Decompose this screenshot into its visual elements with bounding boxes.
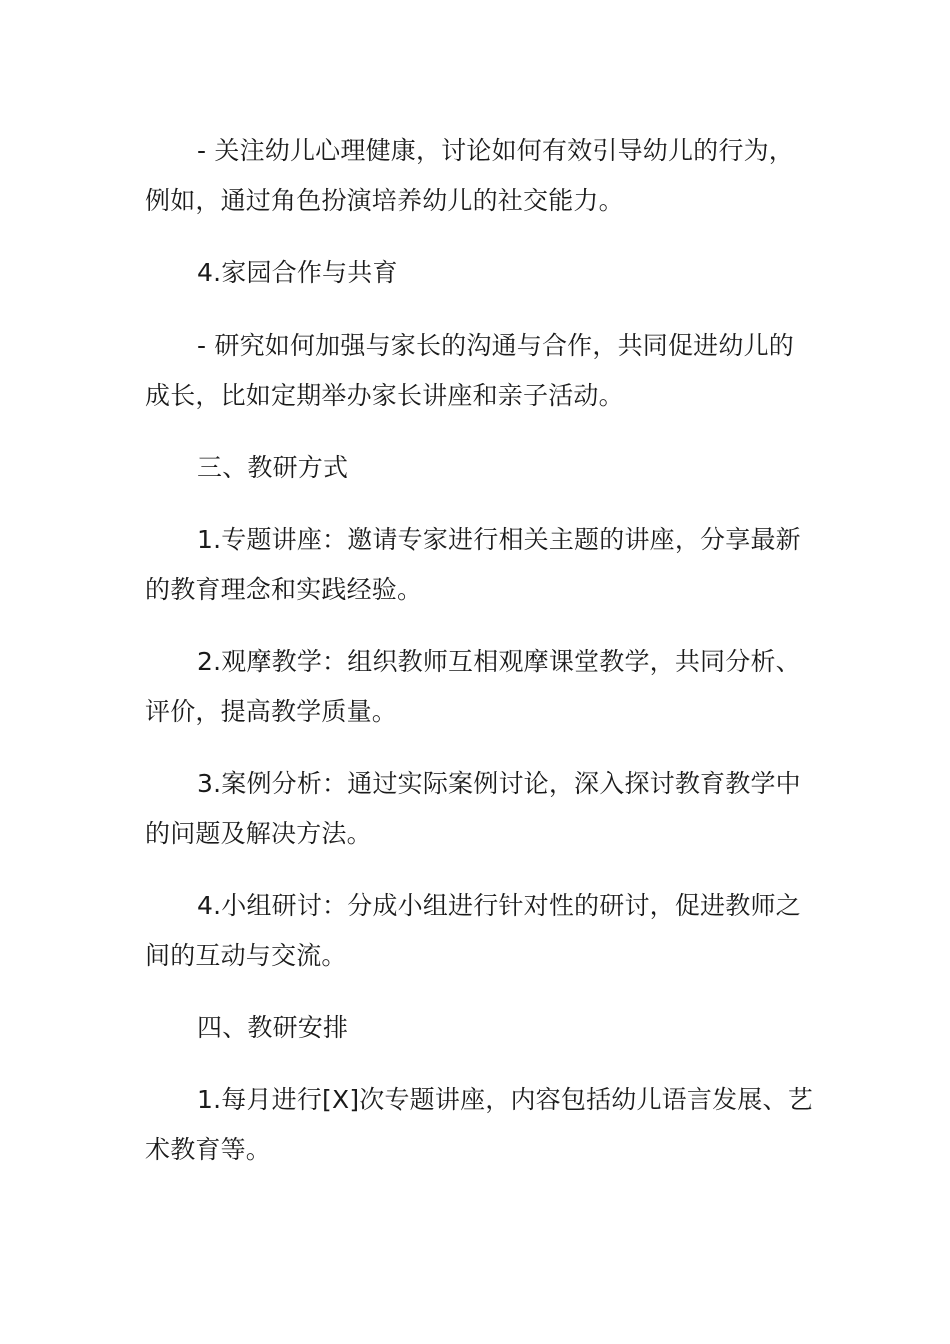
paragraph-parent-communication: - 研究如何加强与家长的沟通与合作，共同促进幼儿的成长，比如定期举办家长讲座和亲子活动。 <box>145 331 794 410</box>
section-heading-research-methods: 三、教研方式 <box>197 453 349 482</box>
paragraph-monthly-lectures: 1.每月进行[X]次专题讲座，内容包括幼儿语言发展、艺术教育等。 <box>145 1085 813 1164</box>
paragraph-observation-teaching: 2.观摩教学：组织教师互相观摩课堂教学，共同分析、评价，提高教学质量。 <box>145 647 801 726</box>
paragraph-lectures: 1.专题讲座：邀请专家进行相关主题的讲座，分享最新的教育理念和实践经验。 <box>145 525 801 604</box>
paragraph-group-discussion: 4.小组研讨：分成小组进行针对性的研讨，促进教师之间的互动与交流。 <box>145 891 801 970</box>
section-heading-research-schedule: 四、教研安排 <box>197 1013 349 1042</box>
heading-home-school-cooperation: 4.家园合作与共育 <box>197 258 398 287</box>
paragraph-psychological-health: - 关注幼儿心理健康，讨论如何有效引导幼儿的行为，例如，通过角色扮演培养幼儿的社交能力。 <box>145 136 794 215</box>
paragraph-case-analysis: 3.案例分析：通过实际案例讨论，深入探讨教育教学中的问题及解决方法。 <box>145 769 801 848</box>
